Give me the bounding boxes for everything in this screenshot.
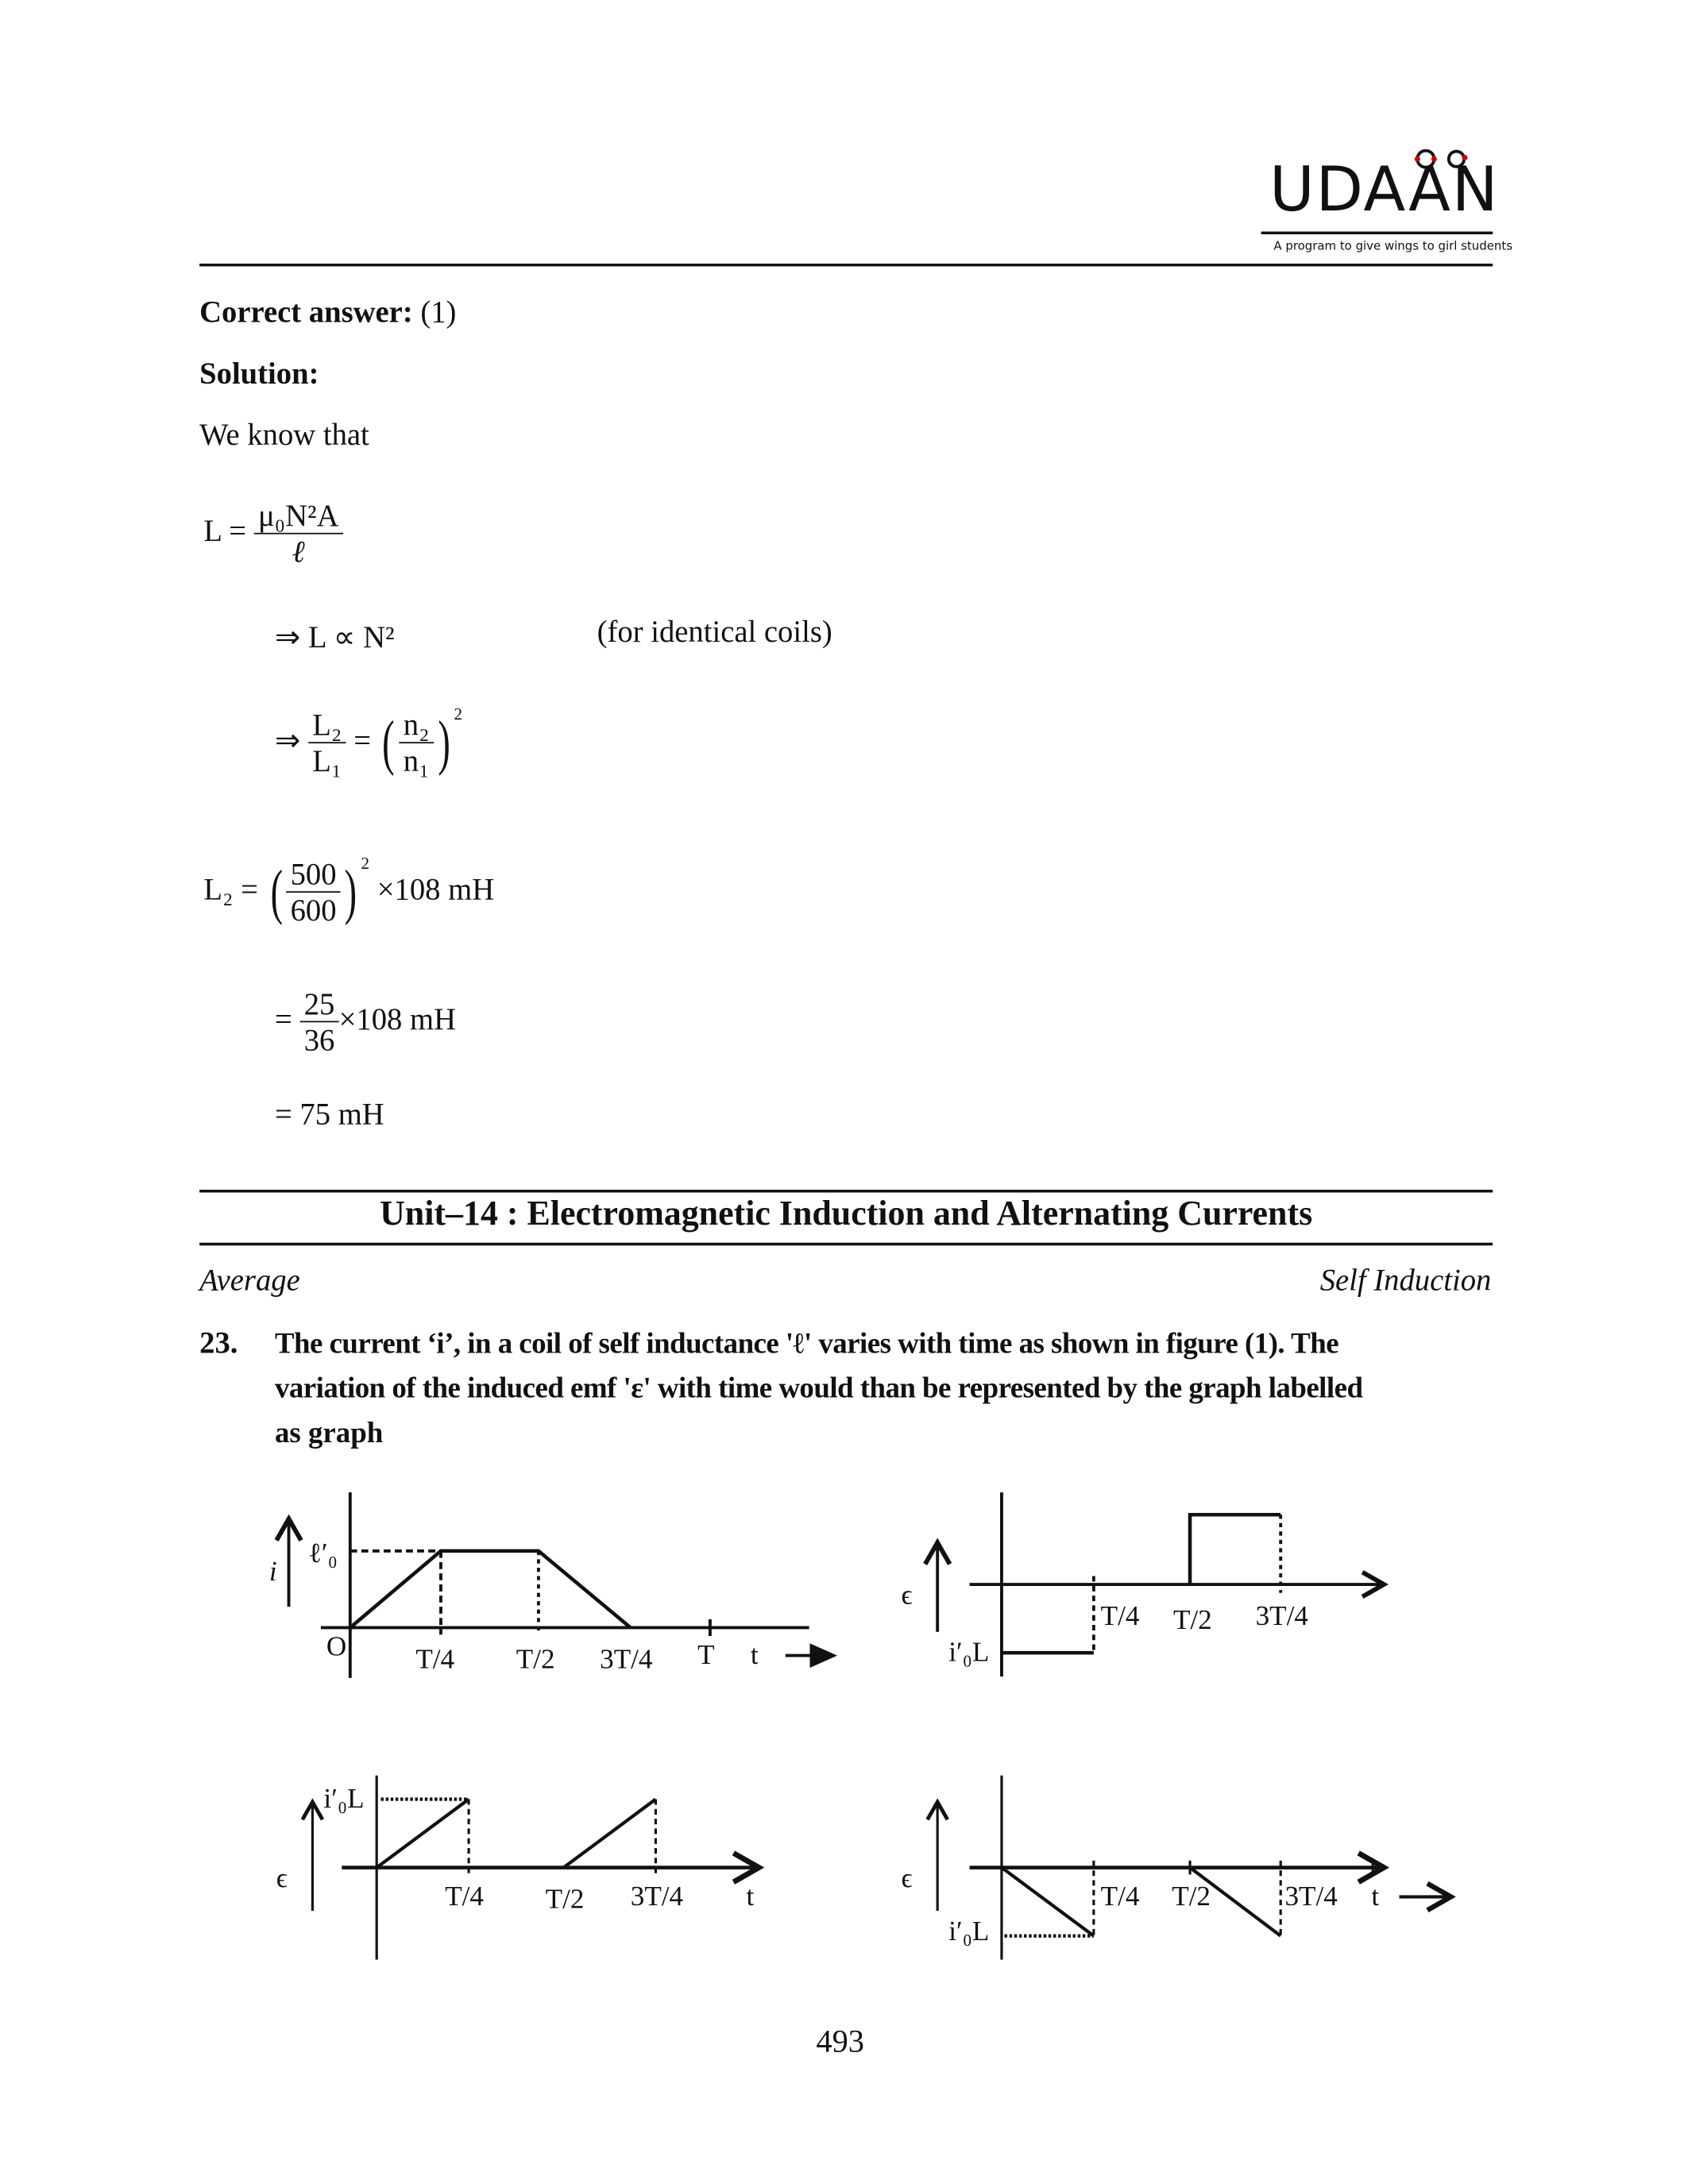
exponent: 2 [454, 704, 463, 724]
correct-answer-label: Correct answer: [199, 294, 413, 330]
g1-tick-label: T/4 [415, 1643, 455, 1675]
g4-x-label: t [1371, 1880, 1380, 1912]
eq-numerator: n₂ [399, 708, 433, 744]
g3-tick-label: T/2 [545, 1883, 585, 1915]
eq-denominator: L₁ [312, 743, 342, 779]
equals: = [274, 1001, 292, 1036]
question-number: 23. [199, 1325, 238, 1360]
equation-note: (for identical coils) [597, 613, 832, 649]
g4-tick-label: T/2 [1172, 1880, 1211, 1912]
equation-ratio: ⇒ $\frac{\text{L₂}}{\text{L₁}}$ = ( $\frac{\text{n₂}}{\text{n₁}}$ ) $^2$ [274, 704, 463, 779]
eq-denominator: ℓ [292, 534, 305, 570]
g4-level-label: i′₀L [948, 1915, 990, 1947]
correct-answer-value: (1) [420, 294, 457, 330]
question-line-2: variation of the induced emf 'ε' with time would than be represented by the graph labelled [274, 1371, 1363, 1405]
page-number: 493 [816, 2024, 864, 2059]
implies-symbol: ⇒ [274, 722, 301, 758]
graph-2-emf [937, 1492, 1384, 1677]
g2-y-label: ϵ [901, 1579, 913, 1611]
eq-lhs: L₂ = [203, 871, 258, 907]
g3-level-label: i′₀L [323, 1783, 365, 1815]
g4-tick-label: T/4 [1100, 1880, 1140, 1912]
logo-text: UDAAN [1269, 154, 1500, 226]
g3-y-label: ϵ [276, 1862, 288, 1894]
question-line-3: as graph [274, 1415, 384, 1449]
g1-tick-label: T [697, 1639, 715, 1671]
emf-ramp [377, 1799, 469, 1867]
unit-heading: Unit–14 : Electromagnetic Induction and Alternating Currents [380, 1195, 1313, 1233]
eq-rhs: ×108 mH [338, 1001, 457, 1036]
eq-numerator: L₂ [308, 708, 346, 744]
equation-substitution: L₂ = ( $\frac{500}{600}$ ) $^2$ ×108 mH [203, 853, 495, 928]
eq-denominator: n₁ [403, 743, 430, 779]
g4-tick-label: 3T/4 [1284, 1880, 1338, 1912]
eq-numerator: 25 [299, 986, 338, 1023]
eq-lhs: L = [203, 513, 247, 548]
equation-result: = 75 mH [274, 1096, 384, 1132]
eq-denominator: 36 [303, 1022, 335, 1058]
difficulty-label: Average [199, 1262, 300, 1298]
g2-tick-label: T/2 [1172, 1604, 1212, 1636]
g1-y-label: i [268, 1555, 277, 1587]
g2-tick-label: 3T/4 [1255, 1599, 1308, 1631]
solution-intro: We know that [199, 417, 369, 453]
exponent: 2 [361, 853, 370, 874]
g1-tick-label: T/2 [516, 1643, 555, 1675]
emf-ramp [1002, 1868, 1094, 1936]
equation-proportional: ⇒ L ∝ N² [274, 619, 395, 654]
graph-4-emf [937, 1776, 1450, 1960]
g3-x-label: t [746, 1880, 755, 1912]
solution-label: Solution: [199, 355, 319, 391]
g1-tick-label: 3T/4 [600, 1643, 653, 1675]
graph-3-emf [312, 1776, 759, 1960]
g2-tick-label: T/4 [1100, 1599, 1140, 1631]
g1-origin-label: O [326, 1630, 347, 1662]
eq-numerator: 500 [286, 857, 340, 893]
g3-tick-label: 3T/4 [630, 1880, 684, 1912]
question-line-1: The current ‘i’, in a coil of self inductance 'ℓ' varies with time as shown in figure (1). The [274, 1326, 1339, 1360]
g3-tick-label: T/4 [445, 1880, 484, 1912]
g4-y-label: ϵ [901, 1862, 913, 1894]
equals: = [353, 722, 372, 758]
g2-level-label: i′₀L [948, 1636, 990, 1668]
current-curve [350, 1551, 631, 1628]
g1-x-label: t [750, 1639, 759, 1671]
emf-positive [1190, 1515, 1280, 1584]
eq-numerator: μ₀N²A [254, 498, 343, 534]
logo-tagline: A program to give wings to girl students [1273, 240, 1512, 254]
eq-denominator: 600 [290, 893, 337, 928]
g1-level-label: ℓ′₀ [308, 1537, 338, 1569]
eq-rhs: ×108 mH [377, 871, 495, 907]
topic-label: Self Induction [1319, 1262, 1492, 1298]
emf-ramp [564, 1799, 656, 1867]
